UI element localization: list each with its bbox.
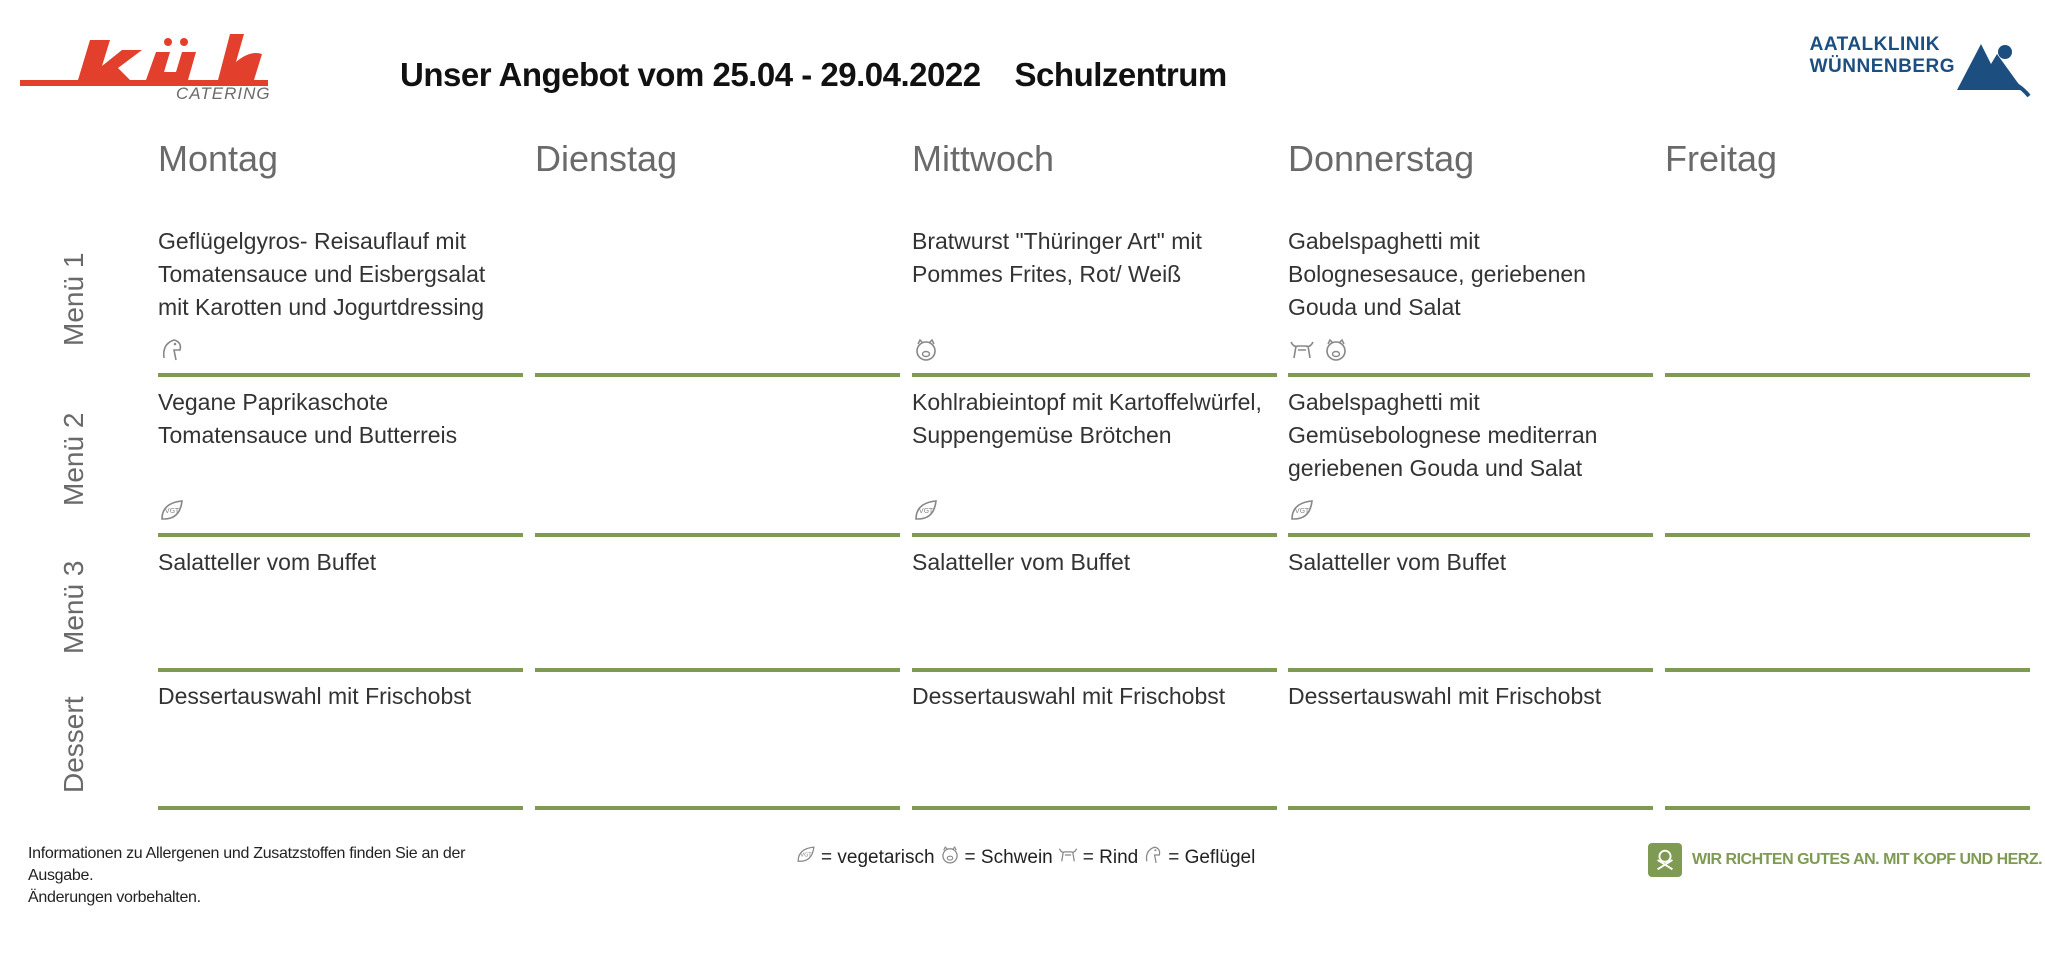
svg-text:VGT: VGT (1294, 507, 1310, 515)
legend-veg-label: = vegetarisch (821, 847, 935, 868)
cell-divider (158, 806, 523, 810)
menu-cell-m1-donnerstag: Gabelspaghetti mit Bolognesesauce, geriebenen Gouda und Salat (1288, 228, 1586, 320)
menu-cell-dessert-mittwoch: Dessertauswahl mit Frischobst (912, 683, 1226, 709)
legend-pork-label: = Schwein (964, 847, 1053, 868)
menu-cell-m3-montag: Salatteller vom Buffet (158, 549, 377, 575)
title-text: Unser Angebot vom 25.04 - 29.04.2022 (400, 56, 981, 93)
row-label-dessert: Dessert (58, 696, 89, 793)
cell-divider (1288, 373, 1653, 377)
legend-poultry-label: = Geflügel (1168, 847, 1256, 868)
aatalklinik-line1: AATALKLINIK (1809, 34, 1940, 55)
row-label-menu2: Menü 2 (58, 412, 89, 506)
cell-divider (1288, 668, 1653, 672)
menu-cell-m2-mittwoch: Kohlrabieintopf mit Kartoffelwürfel, Suppengemüse Brötchen (912, 389, 1262, 448)
cell-divider (535, 373, 900, 377)
day-header-dienstag: Dienstag (535, 138, 678, 179)
row-label-menu3: Menü 3 (58, 560, 89, 654)
legend-beef-label: = Rind (1082, 847, 1139, 868)
footer-info-line3: Änderungen vorbehalten. (28, 889, 201, 906)
menu-cell-dessert-donnerstag: Dessertauswahl mit Frischobst (1288, 683, 1602, 709)
icon-legend (795, 844, 1255, 872)
menu-cell-m1-mittwoch: Bratwurst "Thüringer Art" mit Pommes Frites, Rot/ Weiß (912, 228, 1202, 287)
cell-divider (1288, 806, 1653, 810)
cell-divider (1665, 533, 2030, 537)
beef-icon (1288, 336, 1316, 364)
cell-divider (158, 373, 523, 377)
svg-text:VGT: VGT (918, 507, 934, 515)
menu-cell-m3-mittwoch: Salatteller vom Buffet (912, 549, 1131, 575)
beef-icon (1057, 844, 1079, 872)
cell-divider (1665, 373, 2030, 377)
day-header-mittwoch: Mittwoch (912, 138, 1055, 179)
menu-cell-m2-donnerstag: Gabelspaghetti mit Gemüsebolognese mediterran geriebenen Gouda und Salat (1288, 389, 1598, 481)
day-header-montag: Montag (158, 138, 279, 179)
cell-divider (535, 806, 900, 810)
cell-divider (912, 533, 1277, 537)
menu-cell-icons (912, 497, 940, 525)
footer-info-line1: Informationen zu Allergenen und Zusatzstoffen finden Sie an der (28, 845, 466, 862)
poultry-icon (1142, 844, 1164, 872)
slogan (1648, 843, 2042, 877)
cell-divider (912, 373, 1277, 377)
menu-cell-m1-montag: Geflügelgyros- Reisauflauf mit Tomatensauce und Eisbergsalat mit Karotten und Jogurtdressing (158, 228, 486, 320)
menu-cell-icons (1288, 497, 1316, 525)
cell-divider (158, 533, 523, 537)
footer-info (28, 843, 498, 909)
cell-divider (535, 533, 900, 537)
cell-divider (158, 668, 523, 672)
menu-cell-dessert-montag: Dessertauswahl mit Frischobst (158, 683, 472, 709)
poultry-icon (158, 336, 186, 364)
menu-cell-icons (912, 336, 940, 364)
menu-cell-icons (158, 497, 186, 525)
location-text: Schulzentrum (1014, 56, 1227, 93)
vegetarian-icon (795, 844, 817, 872)
pork-icon (939, 844, 961, 872)
cell-divider (912, 806, 1277, 810)
aatalklinik-line2: WÜNNENBERG (1809, 56, 1955, 77)
cell-divider (1288, 533, 1653, 537)
aatalklinik-mountain-icon (1951, 38, 2031, 98)
vegetarian-icon (1288, 497, 1316, 525)
brand-subtitle: CATERING (176, 84, 271, 103)
cell-divider (535, 668, 900, 672)
cell-divider (1665, 806, 2030, 810)
aatalklinik-logo-text (1810, 34, 1955, 78)
vegetarian-icon (912, 497, 940, 525)
day-header-freitag: Freitag (1665, 138, 1778, 179)
cell-divider (1665, 668, 2030, 672)
page-title (400, 56, 1227, 94)
row-label-menu1: Menü 1 (58, 252, 89, 346)
footer-info-line2: Ausgabe. (28, 867, 94, 884)
pork-icon (912, 336, 940, 364)
svg-text:VGT: VGT (800, 852, 812, 859)
slogan-text: WIR RICHTEN GUTES AN. MIT KOPF UND HERZ. (1692, 851, 2043, 868)
menu-cell-icons (1288, 336, 1350, 364)
menu-cell-m3-donnerstag: Salatteller vom Buffet (1288, 549, 1507, 575)
menu-cell-icons (158, 336, 186, 364)
day-header-donnerstag: Donnerstag (1288, 138, 1475, 179)
vegetarian-icon (158, 497, 186, 525)
cell-divider (912, 668, 1277, 672)
svg-text:VGT: VGT (164, 507, 180, 515)
chef-hat-icon (1648, 843, 1682, 877)
pork-icon (1322, 336, 1350, 364)
menu-cell-m2-montag: Vegane Paprikaschote Tomatensauce und Butterreis (158, 389, 458, 448)
